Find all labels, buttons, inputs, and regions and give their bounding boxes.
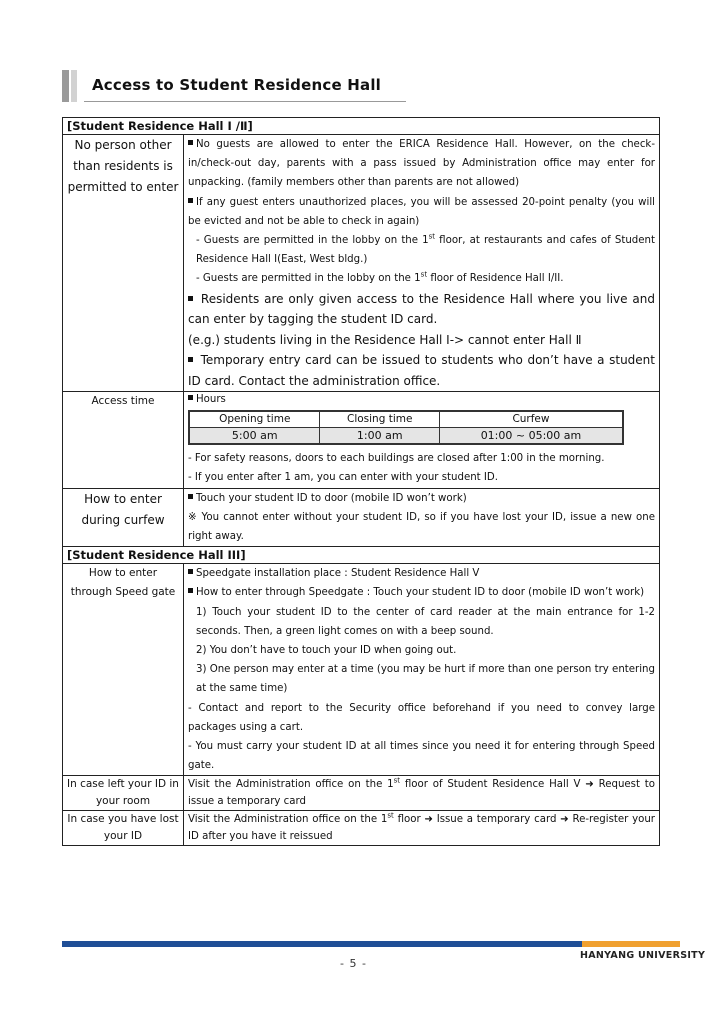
- square-bullet-icon: [188, 395, 193, 400]
- row-label-curfew: How to enter during curfew: [63, 488, 184, 547]
- residence-access-table: [62, 117, 660, 846]
- heading-accent-bar-light: [71, 70, 77, 102]
- row-body-curfew: Touch your student ID to door (mobile ID won’t work) ※ You cannot enter without your student ID, so if you have lost your ID, issue a new one right away.: [184, 488, 660, 547]
- square-bullet-icon: [188, 357, 193, 362]
- square-bullet-icon: [188, 296, 193, 301]
- table-row: [63, 135, 660, 392]
- hours-value-closing: 1:00 am: [320, 428, 439, 445]
- heading-accent-bar: [62, 70, 69, 102]
- row-label-speed-gate: How to enter through Speed gate: [63, 564, 184, 776]
- row-body-no-person: No guests are allowed to enter the ERICA Residence Hall. However, on the check-in/check-out day, parents with a pass issued by Administration office may enter for unpacking. (family members other than parents are not allowed) If any guest enters unauthorized places, you will be assessed 20-point penalty (you will be evicted and not be able to check in again) - Guests are permitted in the lobby on the 1st floor, at restaurants and cafes of Student Residence Hall I(East, West bldg.) - Guests are permitted in the lobby on the 1st floor of Residence Hall I/II. Residents are only given access to the Residence Hall where you live and can enter by tagging the student ID card. (e.g.) students living in the Residence Hall Ⅰ-> cannot enter Hall Ⅱ Temporary entry card can be issued to students who don’t have a student ID card. Contact the administration office.: [184, 135, 660, 392]
- square-bullet-icon: [188, 588, 193, 593]
- table-row: [63, 564, 660, 776]
- row-label-left-id: In case left your ID in your room: [63, 776, 184, 811]
- square-bullet-icon: [188, 140, 193, 145]
- row-body-left-id: Visit the Administration office on the 1st floor of Student Residence Hall V ➜ Request to issue a temporary card: [184, 776, 660, 811]
- square-bullet-icon: [188, 198, 193, 203]
- row-body-lost-id: Visit the Administration office on the 1st floor ➜ Issue a temporary card ➜ Re-register your ID after you have it reissued: [184, 811, 660, 846]
- row-body-access-time: Hours Opening time Closing time Curfew 5:00 am 1:00 am 01:00 ~ 05:00 am - For safety reasons, doors to each buildings are closed after 1:00 in the morning. - If you enter after 1 am, you can enter with your student ID.: [184, 392, 660, 488]
- row-body-speed-gate: Speedgate installation place : Student Residence Hall V How to enter through Speedgate : Touch your student ID to door (mobile ID won’t work) 1) Touch your student ID to the center of card reader at the main entrance for 1-2 seconds. Then, a green light comes on with a beep sound. 2) You don’t have to touch your ID when going out. 3) One person may enter at a time (you may be hurt if more than one person try entering at the same time) - Contact and report to the Security office beforehand if you need to convey large packages using a cart. - You must carry your student ID at all times since you need it for entering through Speed gate.: [184, 564, 660, 776]
- page-heading: [62, 70, 406, 103]
- row-label-lost-id: In case you have lost your ID: [63, 811, 184, 846]
- section-title-hall-1-2: [Student Residence Hall Ⅰ /Ⅱ]: [63, 118, 660, 135]
- page-number: - 5 -: [340, 957, 367, 970]
- heading-underline: [84, 101, 406, 102]
- table-row: [63, 488, 660, 547]
- section-title-hall-3: [Student Residence Hall III]: [63, 547, 660, 564]
- table-row: [63, 776, 660, 811]
- hours-value-curfew: 01:00 ~ 05:00 am: [439, 428, 623, 445]
- square-bullet-icon: [188, 494, 193, 499]
- hours-table: [188, 410, 624, 445]
- footer-bar-wedge: [574, 941, 582, 947]
- table-row: [63, 392, 660, 488]
- hours-header-curfew: Curfew: [439, 411, 623, 428]
- hours-value-opening: 5:00 am: [189, 428, 320, 445]
- table-row: [63, 811, 660, 846]
- hours-header-closing: Closing time: [320, 411, 439, 428]
- hours-header-opening: Opening time: [189, 411, 320, 428]
- square-bullet-icon: [188, 569, 193, 574]
- university-logo-text: HANYANG UNIVERSITY: [580, 950, 706, 961]
- row-label-access-time: Access time: [63, 392, 184, 488]
- page-title: Access to Student Residence Hall: [92, 76, 382, 94]
- row-label-no-person: No person other than residents is permitted to enter: [63, 135, 184, 392]
- footer-bar-blue: [62, 941, 582, 947]
- footer-bar-orange: [582, 941, 680, 947]
